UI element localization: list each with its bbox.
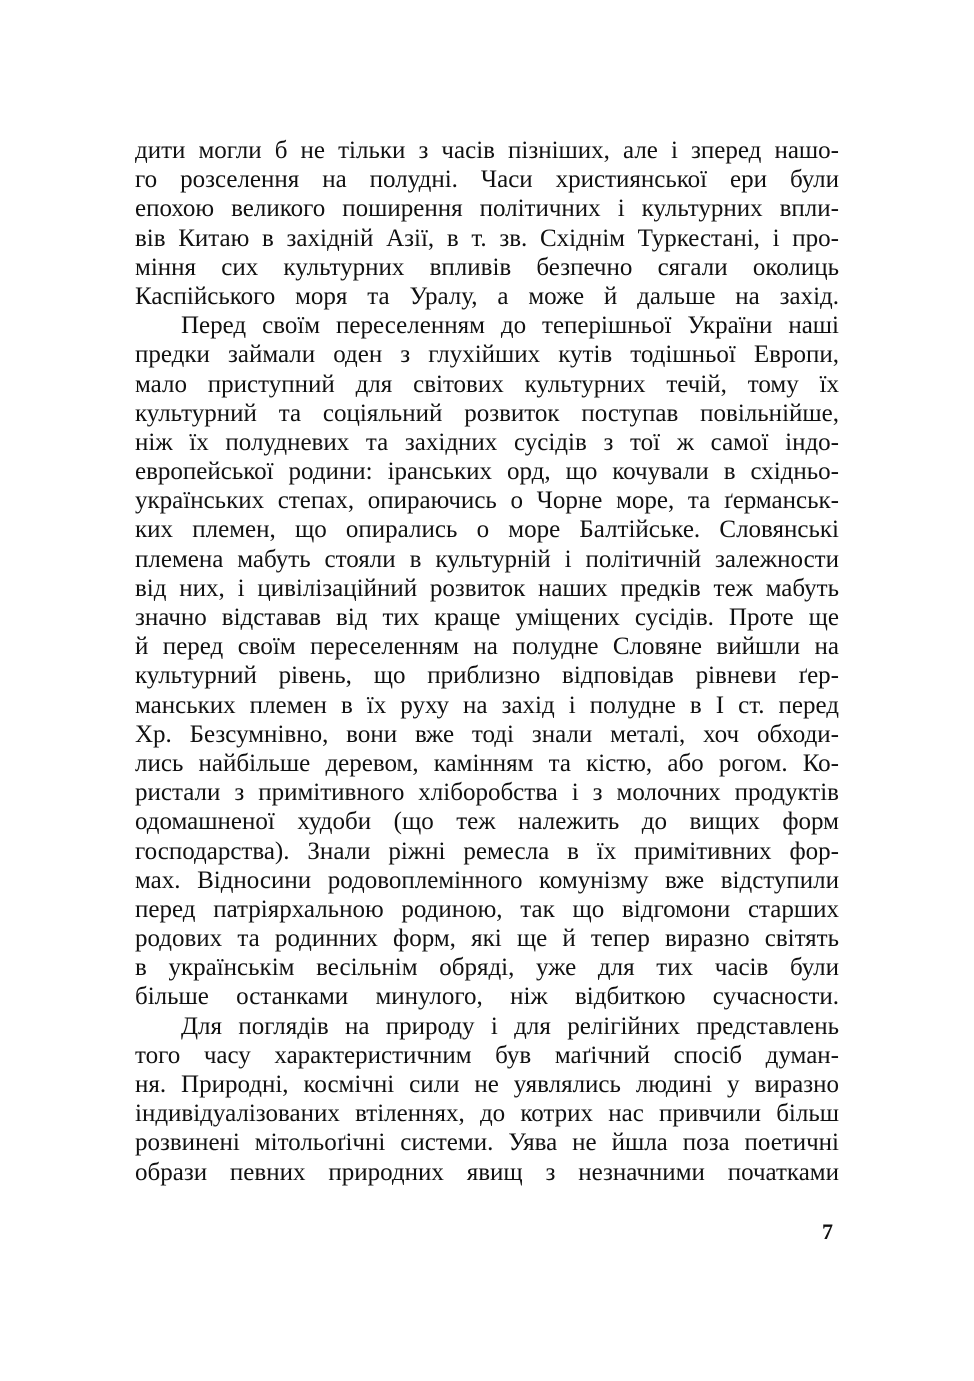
text-line: більше останками минулого, ніж відбиткою сучасности. (135, 983, 839, 1011)
body-text (135, 136, 839, 1187)
text-line: образи певних природних явищ з незначними початками (135, 1158, 839, 1186)
text-line: лись найбільше деревом, камінням та кістю, або рогом. Ко- (135, 749, 839, 777)
text-line: Перед своїм переселенням до теперішньої України наші (181, 312, 839, 340)
text-line: ніж їх полудневих та західних сусідів з тої ж самої індо- (135, 428, 839, 456)
paragraph (135, 311, 839, 1012)
text-line: від них, і цивілізаційний розвиток наших предків теж мабуть (135, 574, 839, 602)
text-line: дити могли б не тільки з часів пізніших, але і зперед нашо- (135, 137, 839, 164)
text-line: значно відставав від тих краще уміщених сусідів. Проте ще (135, 604, 839, 631)
text-line: епохою великого поширення політичних і культурних впли- (135, 195, 839, 223)
text-line: в українськім весільнім обряді, уже для тих часів були (135, 954, 839, 982)
text-line: Хр. Безсумнівно, вони вже тоді знали металі, хоч обходи- (135, 720, 839, 748)
text-line: манських племен в їх руху на захід і полудне в І ст. перед (135, 691, 839, 719)
text-line: ня. Природні, космічні сили не уявлялись людині у виразно (135, 1071, 839, 1098)
text-line: Для поглядів на природу і для релігійних представлень (181, 1012, 839, 1040)
text-line: ких племен, що опирались о море Балтійське. Словянські (135, 516, 839, 544)
page-number: 7 (822, 1219, 833, 1244)
text-line: перед патріярхальною родиною, так що відгомони старших (135, 895, 839, 923)
text-line: того часу характеристичним був маґічний спосіб думан- (135, 1041, 839, 1069)
text-line: господарства). Знали ріжні ремесла в їх примітивних фор- (135, 837, 839, 865)
text-line: предки займали оден з глухійших кутів тодішньої Европи, (135, 341, 839, 369)
paragraph (135, 136, 839, 311)
text-line: культурний рівень, що приблизно відповідав рівневи ґер- (135, 662, 839, 690)
text-line: міння сих культурних впливів безпечно сягали околиць (135, 253, 839, 281)
text-line: розвинені мітольоґічні системи. Уява не йшла поза поетичні (135, 1129, 839, 1157)
text-line: мах. Відносини родовоплемінного комунізму вже відступили (135, 866, 839, 894)
text-line: го розселення на полудні. Часи християнської ери були (135, 166, 839, 194)
text-line: одомашненої худоби (що теж належить до вищих форм (135, 808, 839, 836)
text-line: індивідуалізованих втіленнях, до котрих нас привчили більш (135, 1100, 839, 1128)
text-line: родових та родинних форм, які ще й тепер виразно світять (135, 925, 839, 953)
text-line: Каспійського моря та Уралу, а може й дальше на захід. (135, 282, 839, 310)
paragraph (135, 1012, 839, 1187)
text-line: племена мабуть стояли в культурній і політичній залежности (135, 545, 839, 573)
text-line: вів Китаю в західній Азії, в т. зв. Східнім Туркестані, і про- (135, 224, 839, 252)
text-line: українських степах, опираючись о Чорне море, та ґерманськ- (135, 487, 839, 515)
text-line: европейської родини: іранських орд, що кочували в східньо- (135, 458, 839, 486)
text-line: мало приступний для світових культурних течій, тому їх (135, 370, 839, 398)
text-line: й перед своїм переселенням на полудне Словяне вийшли на (135, 633, 839, 661)
text-line: ристали з примітивного хліборобства і з молочних продуктів (135, 779, 839, 807)
text-line: культурний та соціяльний розвиток поступав повільнійше, (135, 399, 839, 427)
